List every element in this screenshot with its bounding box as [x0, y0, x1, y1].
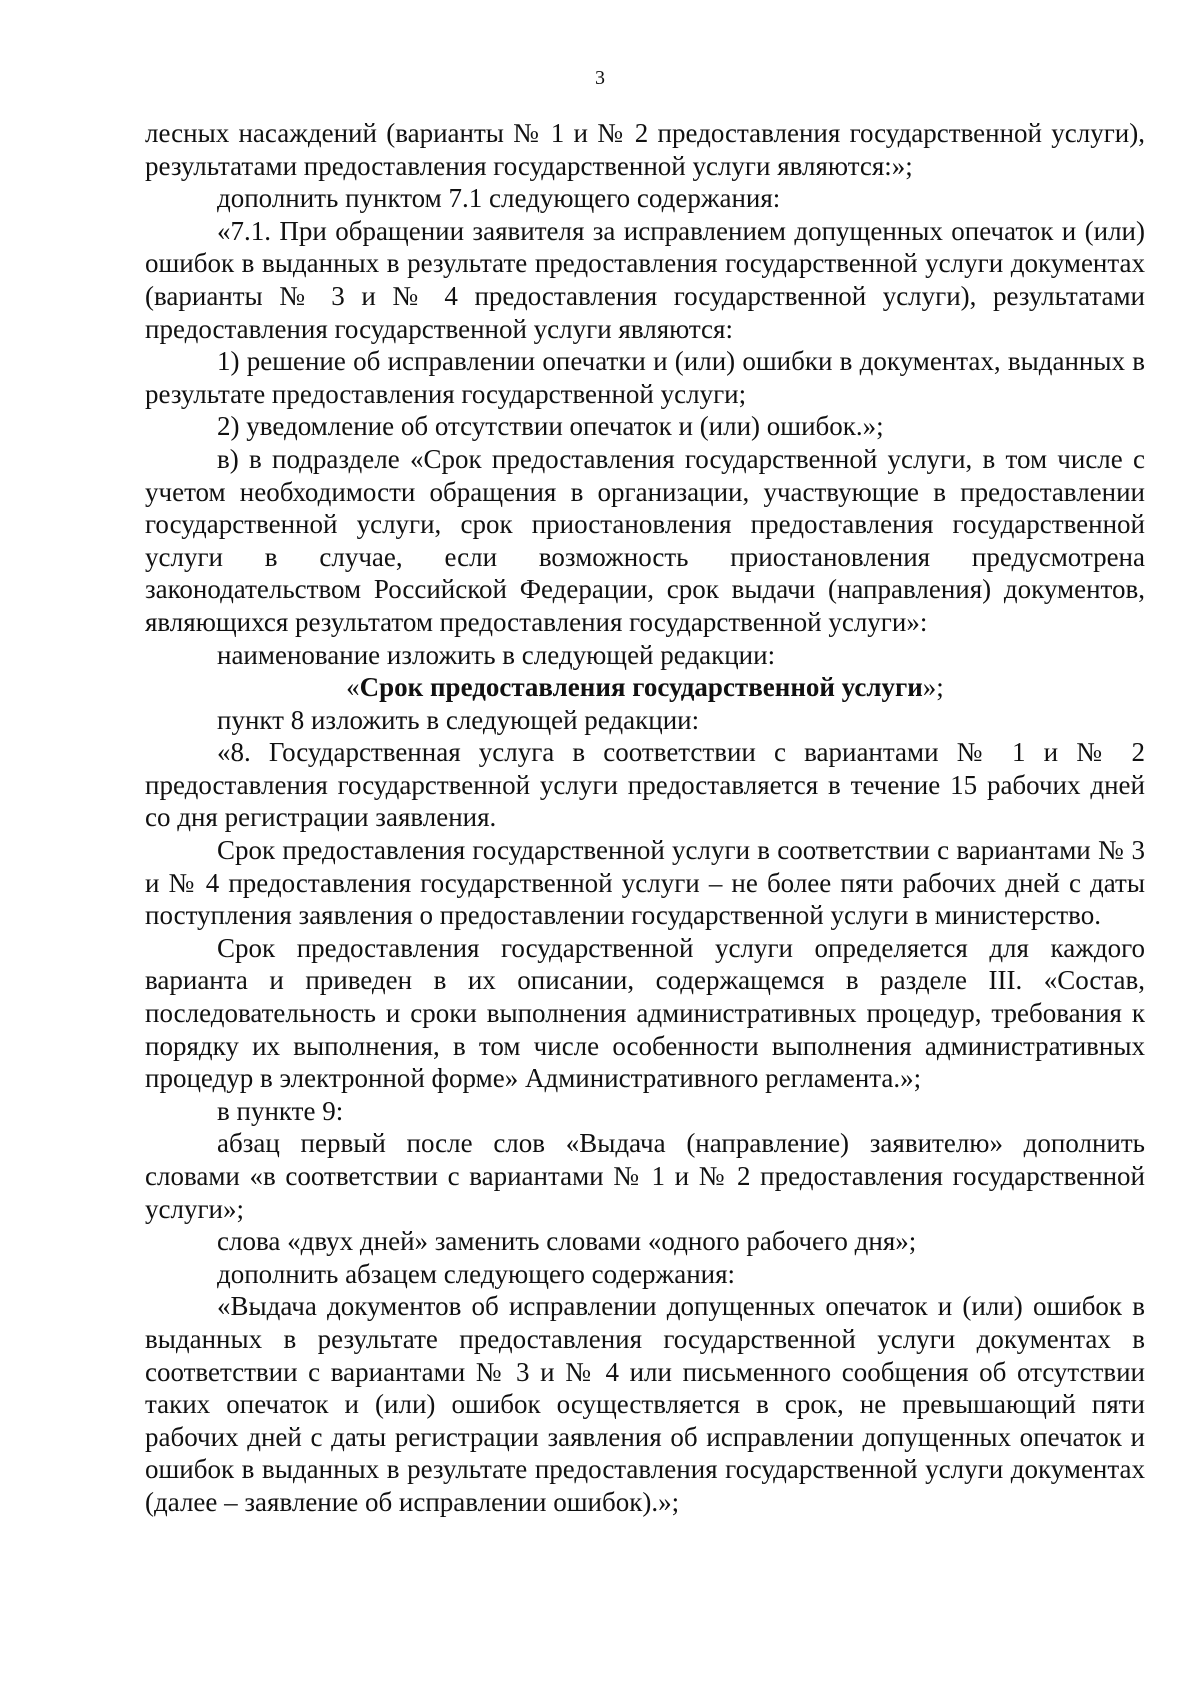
paragraph-10: Срок предоставления государственной услуги в соответствии с вариантами № 3 и № 4 предоставления государственной услуги – не более пяти рабочих дней с даты поступления заявления о предоставлении государственной услуги в министерство. — [145, 835, 1145, 931]
paragraph-4: 1) решение об исправлении опечатки и (или) ошибки в документах, выданных в результате предоставления государственной услуги; — [145, 346, 1145, 409]
paragraph-6: в) в подразделе «Срок предоставления государственной услуги, в том числе с учетом необходимости обращения в организации, участвующие в предоставлении государственной услуги, срок приостановления предоставления государственной услуги в случае, если возможность приостановления предусмотрена законодательством Российской Федерации, срок выдачи (направления) документов, являющихся результатом предоставления государственной услуги»: — [145, 443, 1145, 637]
paragraph-7: наименование изложить в следующей редакции: — [217, 639, 776, 670]
document-body — [145, 117, 1145, 1519]
paragraph-12: в пункте 9: — [217, 1095, 344, 1126]
heading-bold-text: Срок предоставления государственной услуги — [359, 672, 923, 703]
heading-close-quote: »; — [922, 672, 944, 703]
heading-open-quote: « — [346, 672, 360, 703]
paragraph-5: 2) уведомление об отсутствии опечаток и (или) ошибок.»; — [217, 411, 884, 442]
paragraph-16: «Выдача документов об исправлении допущенных опечаток и (или) ошибок в выданных в результате предоставления государственной услуги документах в соответствии с вариантами № 3 и № 4 или письменного сообщения об отсутствии таких опечаток и (или) ошибок осуществляется в срок, не превышающий пяти рабочих дней с даты регистрации заявления об исправлении допущенных опечаток и ошибок в выданных в результате предоставления государственной услуги документах (далее – заявление об исправлении ошибок).»; — [145, 1291, 1145, 1517]
paragraph-15: дополнить абзацем следующего содержания: — [217, 1258, 736, 1289]
paragraph-14: слова «двух дней» заменить словами «одного рабочего дня»; — [217, 1226, 917, 1257]
paragraph-1: лесных насаждений (варианты № 1 и № 2 предоставления государственной услуги), результатами предоставления государственной услуги являются:»; — [145, 118, 1145, 181]
section-heading — [145, 671, 1145, 704]
paragraph-13: абзац первый после слов «Выдача (направление) заявителю» дополнить словами «в соответствии с вариантами № 1 и № 2 предоставления государственной услуги»; — [145, 1128, 1145, 1224]
paragraph-9: «8. Государственная услуга в соответствии с вариантами № 1 и № 2 предоставления государственной услуги предоставляется в течение 15 рабочих дней со дня регистрации заявления. — [145, 737, 1145, 833]
page-number: 3 — [595, 67, 605, 89]
paragraph-8: пункт 8 изложить в следующей редакции: — [217, 704, 700, 735]
paragraph-11: Срок предоставления государственной услуги определяется для каждого варианта и приведен в их описании, содержащемся в разделе III. «Состав, последовательность и сроки выполнения административных процедур, требования к порядку их выполнения, в том числе особенности выполнения административных процедур в электронной форме» Административного регламента.»; — [145, 932, 1145, 1094]
paragraph-2: дополнить пунктом 7.1 следующего содержания: — [217, 183, 781, 214]
paragraph-3: «7.1. При обращении заявителя за исправлением допущенных опечаток и (или) ошибок в выданных в результате предоставления государственной услуги документах (варианты № 3 и № 4 предоставления государственной услуги), результатами предоставления государственной услуги являются: — [145, 215, 1145, 344]
